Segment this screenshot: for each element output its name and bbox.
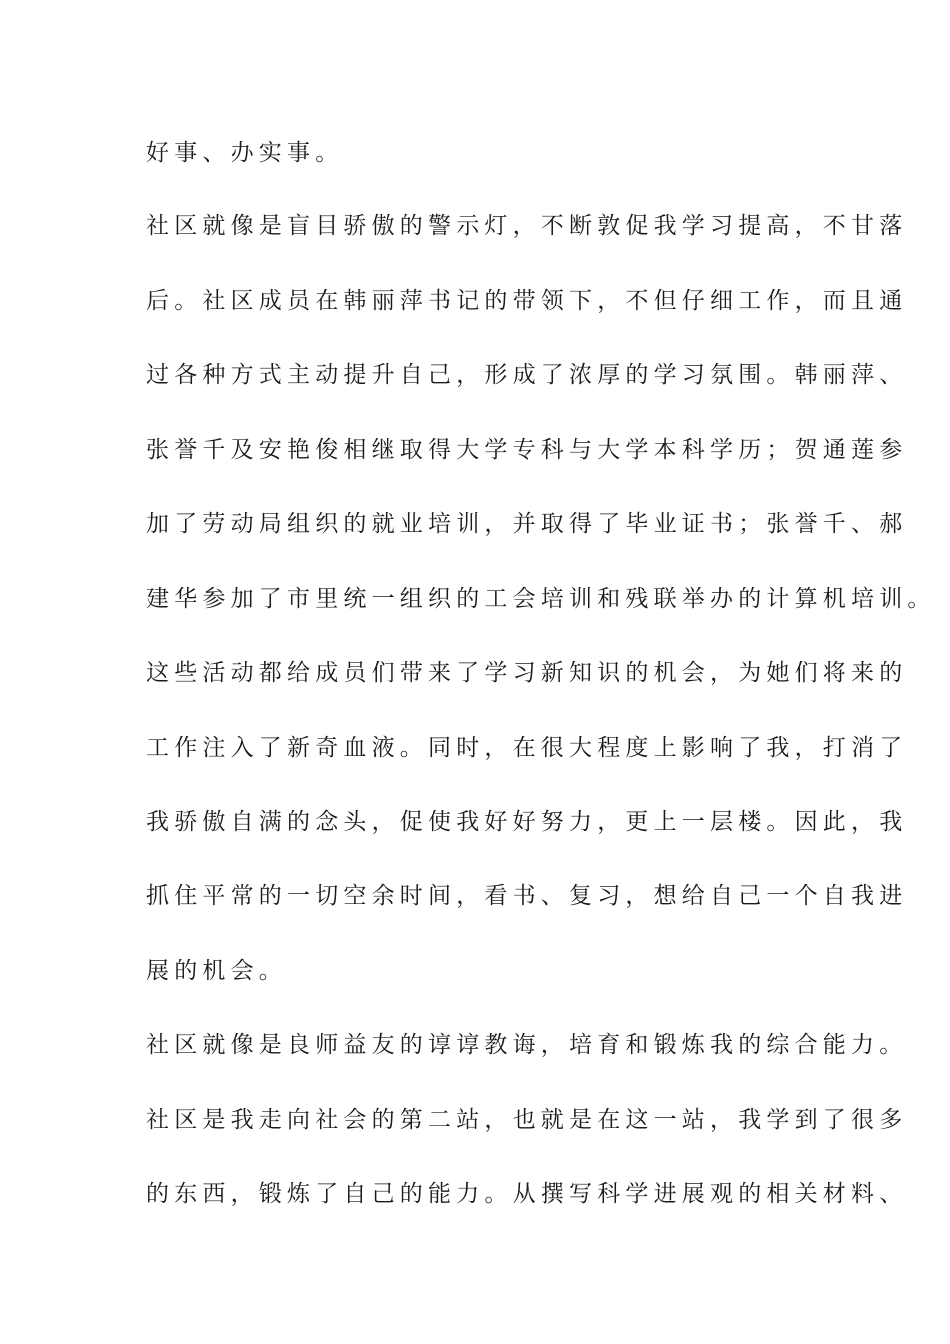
text-line: 社区就像是盲目骄傲的警示灯，不断敦促我学习提高，不甘落: [146, 213, 908, 239]
text-line: 的东西，锻炼了自己的能力。从撰写科学进展观的相关材料、: [146, 1181, 908, 1207]
text-line: 我骄傲自满的念头，促使我好好努力，更上一层楼。因此，我: [146, 809, 908, 835]
text-line: 展的机会。: [146, 958, 287, 984]
text-line: 抓住平常的一切空余时间，看书、复习，想给自己一个自我进: [146, 883, 908, 909]
text-line: 加了劳动局组织的就业培训，并取得了毕业证书；张誉千、郝: [146, 511, 908, 537]
text-line: 社区就像是良师益友的谆谆教诲，培育和锻炼我的综合能力。: [146, 1032, 908, 1058]
text-line: 后。社区成员在韩丽萍书记的带领下，不但仔细工作，而且通: [146, 288, 908, 314]
text-line: 社区是我走向社会的第二站，也就是在这一站，我学到了很多: [146, 1107, 908, 1133]
text-line: 这些活动都给成员们带来了学习新知识的机会，为她们将来的: [146, 660, 908, 686]
text-line: 好事、办实事。: [146, 140, 344, 166]
text-line: 过各种方式主动提升自己，形成了浓厚的学习氛围。韩丽萍、: [146, 362, 908, 388]
text-line: 工作注入了新奇血液。同时，在很大程度上影响了我，打消了: [146, 735, 908, 761]
text-line: 建华参加了市里统一组织的工会培训和残联举办的计算机培训。: [146, 586, 936, 612]
text-line: 张誉千及安艳俊相继取得大学专科与大学本科学历；贺通莲参: [146, 437, 908, 463]
